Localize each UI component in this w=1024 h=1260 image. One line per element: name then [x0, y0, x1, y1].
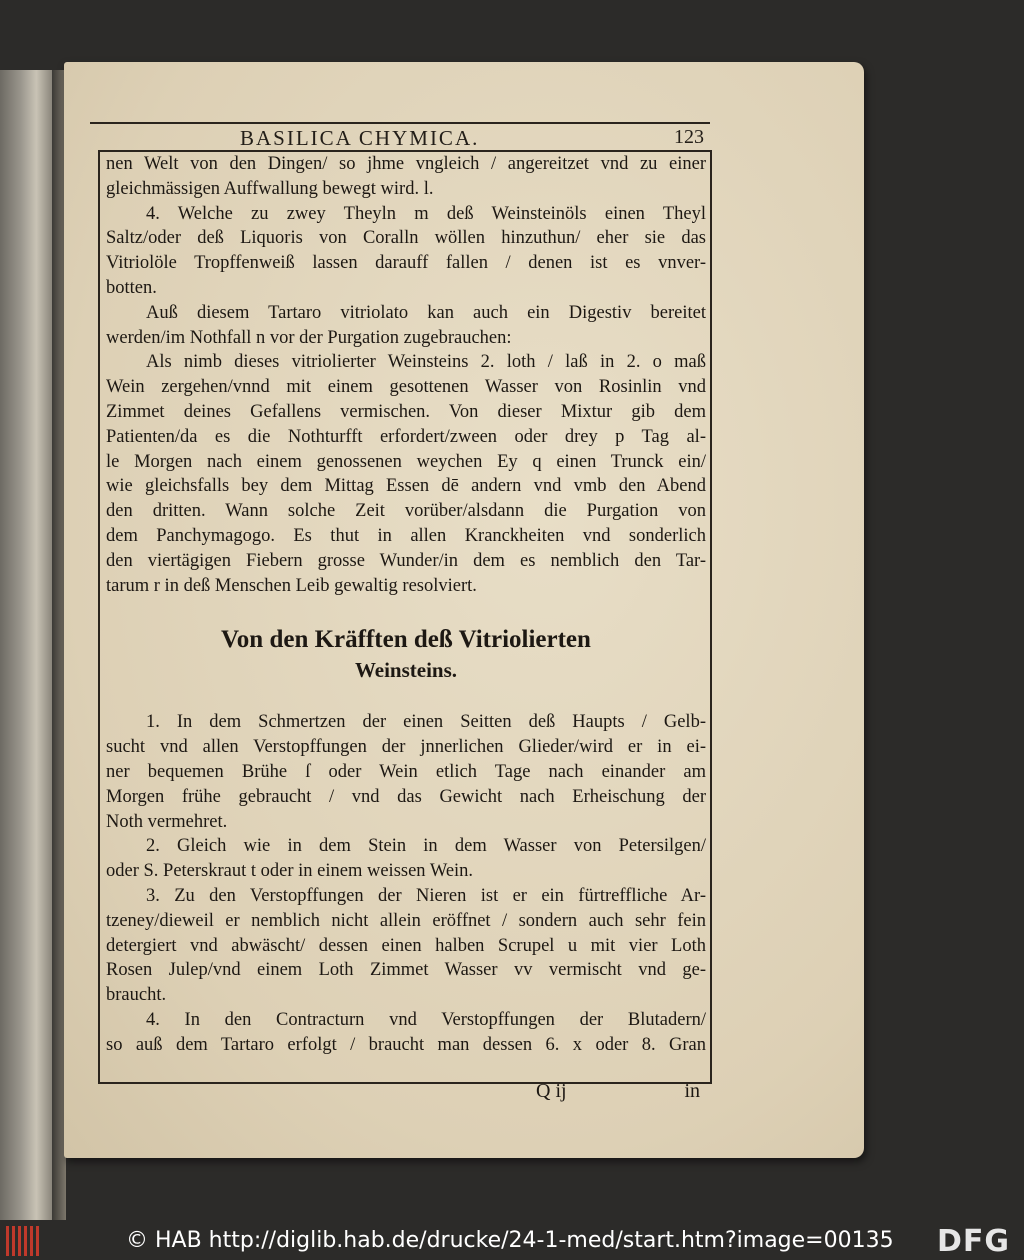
catchword: in: [684, 1080, 700, 1102]
text-line: Auß diesem Tartaro vitriolato kan auch ein Digestiv bereitet: [146, 302, 706, 323]
page-number: 123: [674, 126, 704, 148]
text-line: Als nimb dieses vitriolierter Weinsteins 2. loth / laß in 2. o maß: [146, 352, 706, 373]
signature-mark: Q ij: [536, 1080, 567, 1102]
credit-text[interactable]: © HAB http://diglib.hab.de/drucke/24-1-med/start.htm?image=00135: [126, 1228, 894, 1253]
section-heading: Von den Kräfften deß Vitriolierten: [221, 626, 591, 654]
text-line: gleichmässigen Auffwallung bewegt wird. l.: [106, 178, 434, 199]
text-line: den viertägigen Fiebern grosse Wunder/in dem es nemblich den Tar-: [106, 550, 706, 571]
text-line: Vitriolöle Tropffenweiß lassen darauff fallen / denen ist es vnver-: [106, 253, 706, 274]
text-line: wie gleichsfalls bey dem Mittag Essen dē andern vnd vmb den Abend: [106, 476, 706, 497]
text-line: sucht vnd allen Verstopffungen der jnnerlichen Glieder/wird er in ei-: [106, 737, 706, 758]
text-line: 1. In dem Schmertzen der einen Seitten deß Haupts / Gelb-: [146, 712, 706, 733]
section-subheading: Weinsteins.: [354, 658, 458, 683]
credit-bar: [0, 1222, 1024, 1260]
text-line: Zimmet deines Gefallens vermischen. Von dieser Mixtur gib dem: [106, 401, 706, 422]
dfg-logo: DFG: [936, 1224, 1010, 1259]
text-line: so auß dem Tartaro erfolgt / braucht man dessen 6. x oder 8. Gran: [106, 1034, 706, 1055]
text-line: ner bequemen Brühe ſ oder Wein etlich Tage nach einander am: [106, 761, 706, 782]
facing-page-fragment: [2, 210, 42, 1250]
text-line: botten.: [106, 277, 157, 298]
text-line: 4. Welche zu zwey Theyln m deß Weinsteinöls einen Theyl: [146, 203, 706, 224]
text-line: Wein zergehen/vnnd mit einem gesottenen Wasser von Rosinlin vnd: [106, 377, 706, 398]
barcode-icon: [6, 1226, 42, 1256]
text-line: braucht.: [106, 985, 167, 1006]
text-line: Patienten/da es die Nothturfft erfordert/zween oder drey p Tag al-: [106, 426, 706, 447]
text-line: Rosen Julep/vnd einem Loth Zimmet Wasser vv vermischt vnd ge-: [106, 960, 706, 981]
running-title: BASILICA CHYMICA.: [240, 126, 480, 150]
text-line: Saltz/oder deß Liquoris von Coralln wöllen hinzuthun/ eher sie das: [106, 228, 706, 249]
page-footer: [106, 1080, 706, 1110]
book-left-edge: [0, 70, 52, 1220]
text-line: dem Panchymagogo. Es thut in allen Kranckheiten vnd sonderlich: [106, 525, 706, 546]
page-header: [90, 126, 710, 150]
header-rule: [90, 122, 710, 124]
text-line: detergiert vnd abwäscht/ dessen einen halben Scrupel u mit vier Loth: [106, 935, 706, 956]
text-line: le Morgen nach einem genossenen weychen Ey q einen Trunck ein/: [106, 451, 706, 472]
text-line: tzeney/dieweil er nemblich nicht allein eröffnet / sondern auch sehr fein: [106, 910, 706, 931]
text-line: 3. Zu den Verstopffungen der Nieren ist er ein fürtreffliche Ar-: [146, 885, 706, 906]
body-text: [106, 152, 706, 1058]
text-line: 2. Gleich wie in dem Stein in dem Wasser von Petersilgen/: [146, 836, 706, 857]
text-line: nen Welt von den Dingen/ so jhme vngleich / angereitzet vnd zu einer: [106, 154, 706, 174]
text-line: 4. In den Contracturn vnd Verstopffungen der Blutadern/: [146, 1009, 706, 1030]
text-line: Noth vermehret.: [106, 811, 228, 832]
text-line: tarum r in deß Menschen Leib gewaltig resolviert.: [106, 575, 477, 596]
text-line: werden/im Nothfall n vor der Purgation zugebrauchen:: [106, 327, 512, 348]
text-line: Morgen frühe gebraucht / vnd das Gewicht nach Erheischung der: [106, 786, 706, 807]
text-line: den dritten. Wann solche Zeit vorüber/alsdann die Purgation von: [106, 501, 706, 522]
text-line: oder S. Peterskraut t oder in einem weissen Wein.: [106, 861, 474, 882]
